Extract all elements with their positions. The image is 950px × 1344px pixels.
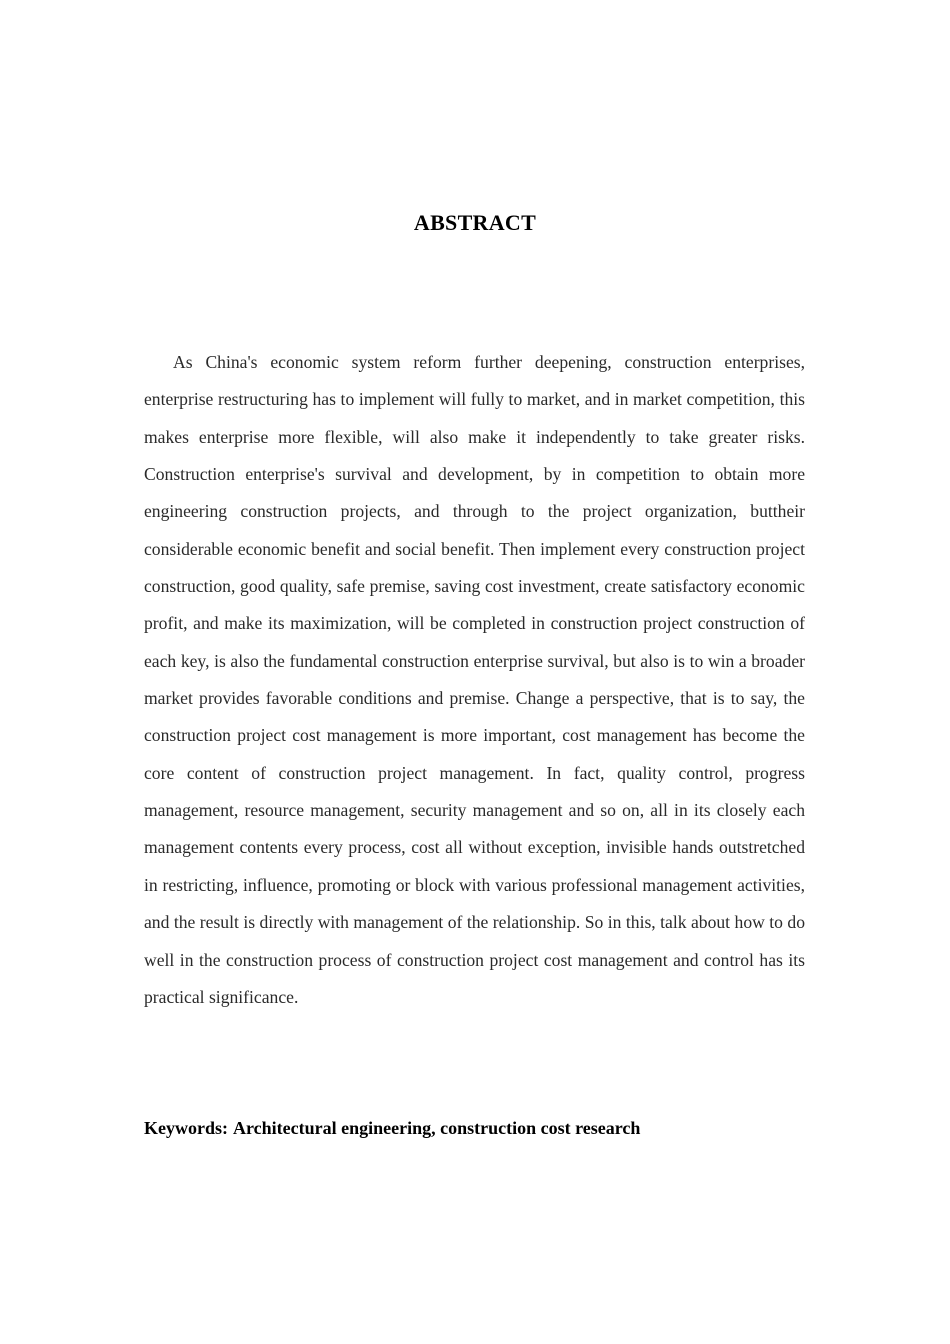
page-title: ABSTRACT [413,210,537,235]
keywords-value: Architectural engineering, construction cost research [233,1118,641,1138]
abstract-paragraph: As China's economic system reform further deepening, construction enterprises, enterprise restructuring has to implement will fully to market, and in market competition, this makes enterprise more flexible, will also make it independently to take greater risks. Construction enterprise's survival and development, by in competition to obtain more engineering construction projects, and through to the project organization, buttheir considerable economic benefit and social benefit. Then implement every construction project construction, good quality, safe premise, saving cost investment, create satisfactory economic profit, and make its maximization, will be completed in construction project construction of each key, is also the fundamental construction enterprise survival, but also is to win a broader market provides favorable conditions and premise. Change a perspective, that is to say, the construction project cost management is more important, cost management has become the core content of construction project management. In fact, quality control, progress management, resource management, security management and so on, all in its closely each management contents every process, cost all without exception, invisible hands outstretched in restricting, influence, promoting or block with various professional management activities, and the result is directly with management of the relationship. So in this, talk about how to do well in the construction process of construction project cost management and control has its practical significance. [144,352,805,1007]
keywords-line [144,1118,805,1139]
keywords-label: Keywords: [144,1118,228,1138]
